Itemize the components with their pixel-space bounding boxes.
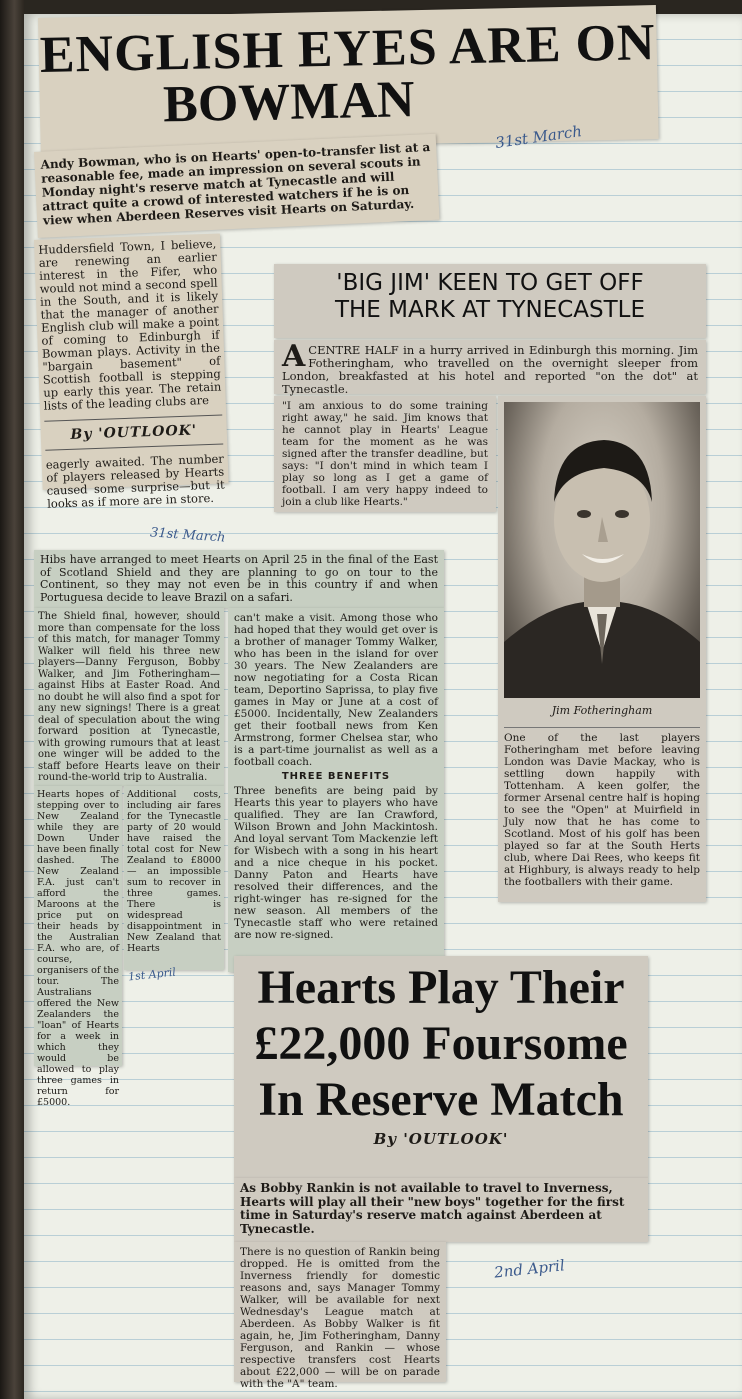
annotation-date-4: 2nd April — [493, 1256, 566, 1282]
hibs-col1c-clip — [124, 786, 224, 970]
fotheringham-photo — [504, 402, 700, 698]
big-jim-body: "I am anxious to do some training right away," he said. Jim knows that he cannot play in Hearts' League team for the moment as he was signed after the transfer deadline, but says: "I don't mind in which team I play so long as I get a game of football. I am very happy indeed to join a club like Hearts." — [282, 400, 488, 508]
hibs-col1-clip — [34, 608, 224, 786]
foursome-body: There is no question of Rankin being dropped. He is omitted from the Inverness friendly for domestic reasons and, says Manager Tommy Walker, will be available for next Wednesday's League match at Aberdeen. As Bobby Walker is fit again, he, Jim Fotheringham, Danny Ferguson, and Rankin — whose respective transfers cost Hearts about £22,000 — will be on parade with the "A" team. — [240, 1246, 440, 1390]
big-jim-intro-clip — [274, 340, 706, 394]
hibs-col1-c: Additional costs, including air fares for the Tynecastle party of 20 would have raised the total cost for New Zealand to £8000 — an impossible sum to recover in three games. There is widespread disappointment in New Zealand that Hearts — [127, 789, 221, 954]
fotheringham-photo-clip — [498, 396, 706, 902]
big-jim-headline-line1: 'BIG JIM' KEEN TO GET OFF — [336, 270, 644, 296]
bowman-lead-clip — [34, 134, 439, 238]
hibs-col1-a: The Shield final, however, should more than compensate for the loss of this match, for manager Tommy Walker will field his three new players—Danny Ferguson, Bobby Walker, and Jim Fotheringham—against Hibs at Easter Road. And no doubt he will also find a spot for any new signings! There is a great deal of speculation about the wing forward position at Tynecastle, with growing rumours that at least one winger will be added to the staff before Hearts leave on their round-the-world trip to Australia. — [38, 611, 220, 783]
foursome-body-clip — [234, 1242, 446, 1390]
hibs-col2-a: can't make a visit. Among those who had hoped that they would get over is a brother of manager Tommy Walker, who has been in the island for over 30 years. The New Zealanders are now negotiating for a Costa Rican team, Deportino Saprissa, to play five games in May or June at a cost of £5000. Incidentally, New Zealanders get their football news from Ken Armstrong, former Chelsea star, who is a part-time journalist as well as a football coach. — [234, 612, 438, 768]
foursome-lead-clip — [234, 1178, 648, 1242]
bowman-headline-line1: ENGLISH EYES ARE ON — [39, 14, 657, 84]
bowman-body-clip — [34, 234, 229, 511]
hibs-intro-clip — [34, 550, 444, 608]
foursome-headline-line2: £22,000 Foursome — [254, 1017, 628, 1070]
foursome-headline-line1: Hearts Play Their — [257, 961, 625, 1014]
big-jim-body-clip — [274, 396, 496, 512]
hibs-intro: Hibs have arranged to meet Hearts on April 25 in the final of the East of Scotland Shield and they are planning to go on tour to the Continent, so they may not even be in this country if and when Portuguesa decide to leave Brazil on a safari. — [40, 553, 438, 604]
big-jim-headline-line2: THE MARK AT TYNECASTLE — [334, 297, 646, 323]
annotation-date-2: 31st March — [149, 525, 226, 546]
foursome-byline: By 'OUTLOOK' — [373, 1130, 509, 1148]
hibs-col2-clip — [228, 608, 444, 972]
big-jim-after-photo: One of the last players Fotheringham met before leaving London was Davie Mackay, who is settling down happily with Tottenham. A keen golfer, the former Arsenal centre half is hoping to see the "Open" at Muirfield in July now that he has come to Scotland. Most of his golf has been played so far at the South Herts club, where Dai Rees, who keeps fit at Highbury, is always ready to help the footballers with their game. — [504, 732, 700, 888]
portrait-illustration — [504, 402, 700, 698]
bowman-body: Huddersfield Town, I believe, are renewing an earlier interest in the Fifer, who would not mind a second spell in the South, and it is likely that the manager of another English club will make a point of coming to Edinburgh if Bowman plays. Activity in the "bargain basement" of Scottish football is stepping up early this year. The retain lists of the leading clubs are — [38, 236, 222, 413]
bowman-lead: Andy Bowman, who is on Hearts' open-to-transfer list at a reasonable fee, made an impression on several scouts in Monday night's reserve match at Tynecastle and will attract quite a crowd of interested watchers if he is on view when Aberdeen Reserves visit Hearts on Saturday. — [40, 140, 431, 228]
photo-caption: Jim Fotheringham — [551, 704, 653, 717]
bowman-tail: eagerly awaited. The number of players released by Hearts caused some surprise—but it looks as if more are in store. — [45, 451, 225, 511]
three-benefits-subhead: THREE BENEFITS — [281, 771, 391, 782]
annotation-date-3: 1st April — [127, 965, 177, 984]
foursome-lead: As Bobby Rankin is not available to travel to Inverness, Hearts will play all their "new boys" together for the first time in Saturday's reserve match against Aberdeen at Tynecastle. — [240, 1181, 625, 1236]
big-jim-dropcap: A — [282, 339, 306, 374]
big-jim-intro: CENTRE HALF in a hurry arrived in Edinburgh this morning. Jim Fotheringham, who travelled on the overnight sleeper from London, breakfasted at his hotel and reported "on the dot" at Tynecastle. — [282, 343, 698, 396]
big-jim-headline-clip — [274, 264, 706, 338]
hibs-col2-b: Three benefits are being paid by Hearts this year to players who have qualified. They are Ian Crawford, Wilson Brown and John Mackintosh. And loyal servant Tom Mackenzie left for Wisbech with a song in his heart and a nice cheque in his pocket. Danny Paton and Hearts have resolved their differences, and the right-winger has re-signed for the new season. All members of the Tynecastle staff who were retained are now re-signed. — [234, 785, 438, 941]
bowman-headline-line2: BOWMAN — [162, 71, 416, 134]
annotation-date-1: 31st March — [494, 122, 583, 152]
bowman-byline: By 'OUTLOOK' — [70, 422, 198, 443]
hibs-col1-b: Hearts hopes of stepping over to New Zealand while they are Down Under have been finally dashed. The New Zealand F.A. just can't afford the Maroons at the price put on their heads by the Australian F.A. who are, of course, organisers of the tour. The Australians offered the New Zealanders the "loan" of Hearts for a week in which they would be allowed to play three games in return for £5000. — [37, 789, 119, 1108]
hibs-col1b-clip — [34, 786, 122, 1108]
scrapbook-binding — [0, 0, 24, 1399]
foursome-headline-line3: In Reserve Match — [258, 1073, 624, 1126]
foursome-headline-clip — [234, 956, 648, 1178]
